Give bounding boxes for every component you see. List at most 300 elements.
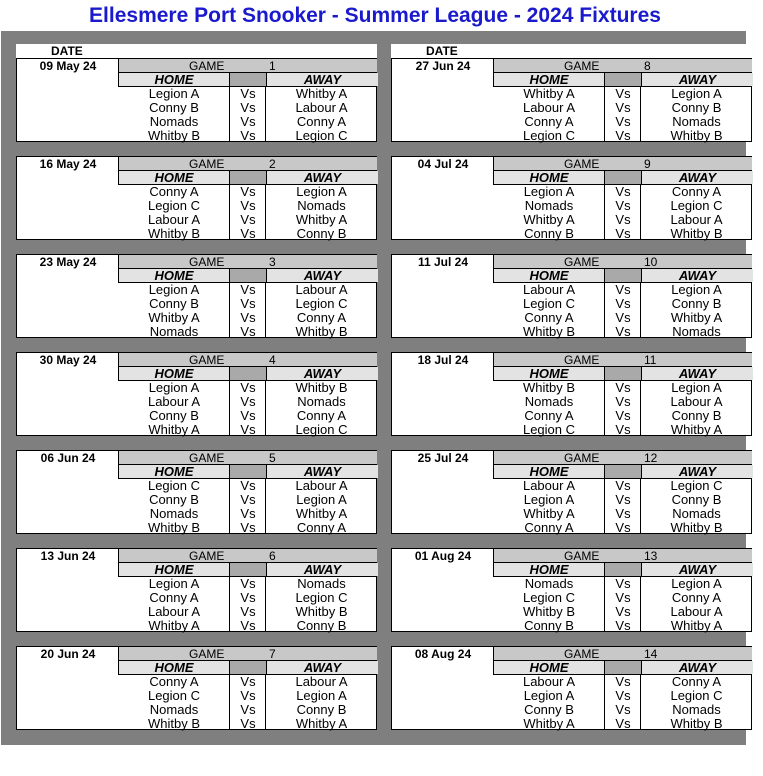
- home-team: Whitby A: [523, 716, 575, 731]
- match-row: [119, 521, 377, 535]
- match-list: [494, 577, 752, 633]
- away-team: Legion A: [296, 688, 347, 703]
- fixture-block: [391, 450, 752, 534]
- home-header: HOME: [119, 563, 230, 576]
- fixture-block: [16, 352, 377, 436]
- fixture-date: 13 Jun 24: [40, 549, 96, 563]
- home-team: Whitby B: [147, 716, 200, 731]
- header-spacer: [605, 73, 642, 86]
- divider: [640, 87, 641, 142]
- match-row: [494, 283, 752, 297]
- versus-label: Vs: [240, 702, 256, 717]
- away-team: Labour A: [295, 282, 348, 297]
- versus-label: Vs: [615, 296, 631, 311]
- home-away-header: [494, 367, 752, 381]
- game-header: [494, 647, 752, 661]
- away-team: Nomads: [672, 702, 721, 717]
- home-team: Legion A: [523, 184, 575, 199]
- fixtures-sheet: [1, 31, 746, 745]
- versus-label: Vs: [615, 282, 631, 297]
- away-team: Whitby A: [295, 506, 348, 521]
- away-team: Legion A: [671, 86, 722, 101]
- game-number: 5: [269, 451, 276, 465]
- versus-label: Vs: [240, 688, 256, 703]
- game-label: GAME: [564, 255, 600, 269]
- away-team: Legion C: [295, 422, 348, 437]
- versus-label: Vs: [240, 128, 256, 143]
- versus-label: Vs: [240, 674, 256, 689]
- away-header: AWAY: [641, 367, 753, 380]
- match-row: [494, 521, 752, 535]
- away-team: Conny B: [671, 492, 722, 507]
- versus-label: Vs: [615, 702, 631, 717]
- home-team: Nomads: [149, 702, 199, 717]
- match-list: [119, 381, 377, 437]
- match-row: [119, 717, 377, 731]
- away-team: Legion C: [295, 590, 348, 605]
- game-label: GAME: [564, 647, 600, 661]
- versus-label: Vs: [240, 590, 256, 605]
- game-header: [494, 451, 752, 465]
- header-spacer: [605, 465, 642, 478]
- away-team: Whitby B: [670, 716, 723, 731]
- home-away-header: [119, 269, 377, 283]
- match-row: [119, 395, 377, 409]
- versus-label: Vs: [240, 296, 256, 311]
- home-team: Whitby B: [147, 520, 200, 535]
- game-header: [119, 451, 377, 465]
- home-away-header: [494, 269, 752, 283]
- versus-label: Vs: [615, 324, 631, 339]
- home-team: Nomads: [524, 576, 574, 591]
- divider: [265, 675, 266, 730]
- home-team: Whitby A: [523, 212, 575, 227]
- home-team: Legion C: [522, 128, 576, 143]
- versus-label: Vs: [240, 310, 256, 325]
- away-team: Labour A: [670, 394, 723, 409]
- match-list: [119, 577, 377, 633]
- game-header: [119, 157, 377, 171]
- match-row: [494, 325, 752, 339]
- fixture-block: [16, 156, 377, 240]
- match-list: [494, 381, 752, 437]
- fixture-block: [391, 254, 752, 338]
- header-spacer: [605, 563, 642, 576]
- home-header: HOME: [494, 465, 605, 478]
- home-header: HOME: [494, 269, 605, 282]
- match-row: [119, 185, 377, 199]
- home-team: Legion C: [147, 688, 201, 703]
- versus-label: Vs: [615, 114, 631, 129]
- home-team: Legion C: [147, 478, 201, 493]
- game-number: 12: [644, 451, 658, 465]
- home-away-header: [494, 73, 752, 87]
- match-row: [119, 493, 377, 507]
- away-header: AWAY: [266, 73, 378, 86]
- match-list: [119, 283, 377, 339]
- fixture-date: 23 May 24: [39, 255, 97, 269]
- match-row: [119, 199, 377, 213]
- versus-label: Vs: [615, 478, 631, 493]
- home-team: Labour A: [147, 212, 201, 227]
- divider: [640, 185, 641, 240]
- home-away-header: [494, 465, 752, 479]
- versus-label: Vs: [615, 520, 631, 535]
- game-header: [494, 549, 752, 563]
- away-team: Whitby A: [295, 86, 348, 101]
- fixture-block: [391, 58, 752, 142]
- page-title: Ellesmere Port Snooker - Summer League - 2024 Fixtures: [89, 4, 661, 27]
- away-team: Conny A: [296, 408, 347, 423]
- fixture-date: 27 Jun 24: [415, 59, 471, 73]
- fixture-block: [16, 450, 377, 534]
- match-row: [494, 129, 752, 143]
- header-spacer: [230, 563, 267, 576]
- versus-label: Vs: [615, 716, 631, 731]
- home-team: Whitby B: [147, 128, 200, 143]
- fixture-block: [16, 646, 377, 730]
- match-row: [494, 381, 752, 395]
- game-label: GAME: [189, 353, 225, 367]
- match-row: [494, 115, 752, 129]
- away-team: Nomads: [672, 324, 721, 339]
- match-row: [119, 129, 377, 143]
- match-row: [119, 381, 377, 395]
- home-team: Legion A: [523, 688, 575, 703]
- home-away-header: [119, 563, 377, 577]
- match-row: [119, 619, 377, 633]
- match-list: [494, 185, 752, 241]
- home-away-header: [119, 73, 377, 87]
- divider: [229, 283, 230, 338]
- home-header: HOME: [494, 73, 605, 86]
- home-team: Whitby B: [522, 324, 575, 339]
- home-away-header: [494, 171, 752, 185]
- game-header: [494, 255, 752, 269]
- away-team: Whitby B: [295, 324, 348, 339]
- away-header: AWAY: [641, 465, 753, 478]
- away-team: Whitby A: [295, 212, 348, 227]
- divider: [265, 479, 266, 534]
- away-header: AWAY: [266, 465, 378, 478]
- home-team: Whitby A: [523, 86, 575, 101]
- versus-label: Vs: [615, 408, 631, 423]
- home-team: Legion C: [522, 422, 576, 437]
- match-row: [119, 101, 377, 115]
- home-team: Conny B: [149, 408, 199, 423]
- home-team: Labour A: [522, 100, 576, 115]
- header-spacer: [230, 465, 267, 478]
- away-team: Conny B: [296, 702, 347, 717]
- game-header: [119, 647, 377, 661]
- away-team: Whitby B: [670, 226, 723, 241]
- home-header: HOME: [494, 661, 605, 674]
- match-row: [119, 703, 377, 717]
- match-row: [119, 227, 377, 241]
- header-spacer: [230, 269, 267, 282]
- home-team: Legion A: [148, 576, 200, 591]
- game-label: GAME: [564, 59, 600, 73]
- match-row: [494, 87, 752, 101]
- away-team: Whitby A: [670, 618, 723, 633]
- header-spacer: [230, 73, 267, 86]
- home-team: Conny A: [524, 114, 574, 129]
- versus-label: Vs: [240, 492, 256, 507]
- home-team: Legion C: [522, 590, 576, 605]
- away-team: Conny A: [296, 520, 347, 535]
- versus-label: Vs: [240, 198, 256, 213]
- home-team: Whitby A: [148, 310, 200, 325]
- match-list: [119, 185, 377, 241]
- divider: [604, 381, 605, 436]
- away-team: Conny B: [296, 618, 347, 633]
- game-label: GAME: [189, 157, 225, 171]
- match-list: [494, 675, 752, 731]
- home-team: Conny A: [524, 310, 574, 325]
- match-list: [119, 479, 377, 535]
- fixture-date: 09 May 24: [39, 59, 97, 73]
- game-number: 13: [644, 549, 658, 563]
- game-number: 9: [644, 157, 651, 171]
- home-away-header: [494, 661, 752, 675]
- game-header: [119, 549, 377, 563]
- divider: [604, 283, 605, 338]
- fixture-block: [16, 58, 377, 142]
- home-team: Nomads: [524, 198, 574, 213]
- versus-label: Vs: [240, 576, 256, 591]
- versus-label: Vs: [615, 380, 631, 395]
- divider: [640, 577, 641, 632]
- header-spacer: [230, 171, 267, 184]
- match-row: [119, 297, 377, 311]
- match-row: [494, 227, 752, 241]
- versus-label: Vs: [615, 184, 631, 199]
- home-away-header: [119, 367, 377, 381]
- fixture-date: 01 Aug 24: [414, 549, 472, 563]
- home-team: Conny B: [149, 492, 199, 507]
- home-team: Labour A: [522, 674, 576, 689]
- match-row: [119, 591, 377, 605]
- away-team: Legion C: [670, 478, 723, 493]
- home-team: Nomads: [524, 394, 574, 409]
- home-header: HOME: [494, 563, 605, 576]
- versus-label: Vs: [615, 100, 631, 115]
- match-row: [119, 325, 377, 339]
- versus-label: Vs: [615, 506, 631, 521]
- versus-label: Vs: [240, 184, 256, 199]
- match-row: [119, 675, 377, 689]
- match-row: [494, 409, 752, 423]
- home-team: Legion C: [522, 296, 576, 311]
- match-row: [119, 507, 377, 521]
- home-team: Nomads: [149, 324, 199, 339]
- away-team: Labour A: [295, 478, 348, 493]
- home-team: Conny A: [524, 408, 574, 423]
- away-team: Nomads: [297, 576, 346, 591]
- game-label: GAME: [564, 353, 600, 367]
- versus-label: Vs: [615, 576, 631, 591]
- away-team: Legion A: [671, 282, 722, 297]
- home-away-header: [119, 171, 377, 185]
- match-row: [494, 311, 752, 325]
- versus-label: Vs: [240, 618, 256, 633]
- home-team: Legion A: [148, 380, 200, 395]
- away-team: Conny A: [296, 114, 347, 129]
- away-team: Whitby B: [670, 520, 723, 535]
- away-header: AWAY: [266, 661, 378, 674]
- game-label: GAME: [564, 157, 600, 171]
- divider: [229, 479, 230, 534]
- versus-label: Vs: [240, 506, 256, 521]
- match-row: [119, 311, 377, 325]
- home-header: HOME: [119, 269, 230, 282]
- game-number: 14: [644, 647, 658, 661]
- game-header: [494, 353, 752, 367]
- away-team: Conny B: [671, 408, 722, 423]
- header-spacer: [605, 171, 642, 184]
- fixture-date: 11 Jul 24: [417, 255, 469, 269]
- divider: [604, 479, 605, 534]
- divider: [640, 675, 641, 730]
- home-team: Conny A: [524, 520, 574, 535]
- home-header: HOME: [119, 465, 230, 478]
- fixture-block: [391, 548, 752, 632]
- away-team: Whitby B: [295, 604, 348, 619]
- home-away-header: [119, 465, 377, 479]
- home-header: HOME: [494, 171, 605, 184]
- home-team: Conny B: [524, 702, 574, 717]
- game-number: 10: [644, 255, 658, 269]
- away-team: Labour A: [670, 604, 723, 619]
- away-team: Conny B: [671, 296, 722, 311]
- versus-label: Vs: [240, 380, 256, 395]
- game-number: 7: [269, 647, 276, 661]
- away-header: AWAY: [266, 563, 378, 576]
- fixture-block: [391, 352, 752, 436]
- fixtures-column-left: [16, 44, 377, 731]
- fixture-block: [391, 156, 752, 240]
- fixture-block: [16, 548, 377, 632]
- game-header: [119, 353, 377, 367]
- divider: [604, 577, 605, 632]
- home-team: Conny B: [524, 618, 574, 633]
- home-team: Legion C: [147, 198, 201, 213]
- match-row: [119, 423, 377, 437]
- game-number: 3: [269, 255, 276, 269]
- away-team: Conny A: [671, 184, 722, 199]
- match-list: [494, 283, 752, 339]
- versus-label: Vs: [615, 422, 631, 437]
- versus-label: Vs: [240, 604, 256, 619]
- versus-label: Vs: [615, 310, 631, 325]
- match-row: [494, 493, 752, 507]
- away-team: Conny A: [296, 310, 347, 325]
- divider: [640, 479, 641, 534]
- home-team: Legion A: [148, 282, 200, 297]
- divider: [229, 87, 230, 142]
- home-team: Whitby A: [148, 422, 200, 437]
- fixture-date: 04 Jul 24: [417, 157, 469, 171]
- divider: [229, 185, 230, 240]
- fixture-block: [391, 646, 752, 730]
- date-column-header: DATE: [16, 44, 377, 58]
- match-row: [494, 423, 752, 437]
- divider: [604, 675, 605, 730]
- home-team: Whitby B: [522, 380, 575, 395]
- versus-label: Vs: [240, 422, 256, 437]
- match-row: [494, 507, 752, 521]
- fixture-date: 18 Jul 24: [417, 353, 469, 367]
- away-team: Whitby B: [295, 380, 348, 395]
- game-label: GAME: [564, 451, 600, 465]
- versus-label: Vs: [615, 226, 631, 241]
- away-header: AWAY: [641, 269, 753, 282]
- game-number: 11: [644, 353, 657, 367]
- match-row: [494, 591, 752, 605]
- match-list: [119, 87, 377, 143]
- fixture-date: 06 Jun 24: [40, 451, 96, 465]
- fixtures-column-right: [391, 44, 752, 731]
- match-row: [494, 199, 752, 213]
- versus-label: Vs: [615, 604, 631, 619]
- home-team: Conny A: [149, 674, 199, 689]
- game-header: [119, 255, 377, 269]
- divider: [265, 185, 266, 240]
- match-row: [494, 703, 752, 717]
- away-team: Legion A: [296, 184, 347, 199]
- match-row: [494, 395, 752, 409]
- header-spacer: [230, 367, 267, 380]
- game-label: GAME: [189, 255, 225, 269]
- home-team: Conny A: [149, 184, 199, 199]
- match-row: [494, 619, 752, 633]
- away-team: Whitby A: [295, 716, 348, 731]
- away-team: Labour A: [295, 674, 348, 689]
- home-team: Whitby B: [522, 604, 575, 619]
- away-header: AWAY: [266, 367, 378, 380]
- versus-label: Vs: [240, 408, 256, 423]
- away-team: Whitby B: [670, 128, 723, 143]
- fixture-date: 30 May 24: [39, 353, 97, 367]
- header-spacer: [230, 661, 267, 674]
- match-row: [494, 577, 752, 591]
- divider: [265, 577, 266, 632]
- away-team: Conny A: [671, 590, 722, 605]
- date-column-header: DATE: [391, 44, 752, 58]
- fixture-date: 08 Aug 24: [414, 647, 472, 661]
- match-row: [494, 675, 752, 689]
- versus-label: Vs: [615, 86, 631, 101]
- versus-label: Vs: [240, 716, 256, 731]
- versus-label: Vs: [240, 86, 256, 101]
- versus-label: Vs: [240, 478, 256, 493]
- divider: [604, 87, 605, 142]
- match-row: [119, 577, 377, 591]
- away-team: Labour A: [670, 212, 723, 227]
- home-header: HOME: [119, 661, 230, 674]
- versus-label: Vs: [615, 492, 631, 507]
- header-spacer: [605, 269, 642, 282]
- home-team: Whitby A: [148, 618, 200, 633]
- away-team: Nomads: [672, 114, 721, 129]
- versus-label: Vs: [615, 688, 631, 703]
- away-header: AWAY: [266, 269, 378, 282]
- home-team: Nomads: [149, 114, 199, 129]
- home-team: Labour A: [522, 282, 576, 297]
- home-team: Nomads: [149, 506, 199, 521]
- away-team: Whitby A: [670, 310, 723, 325]
- match-row: [119, 213, 377, 227]
